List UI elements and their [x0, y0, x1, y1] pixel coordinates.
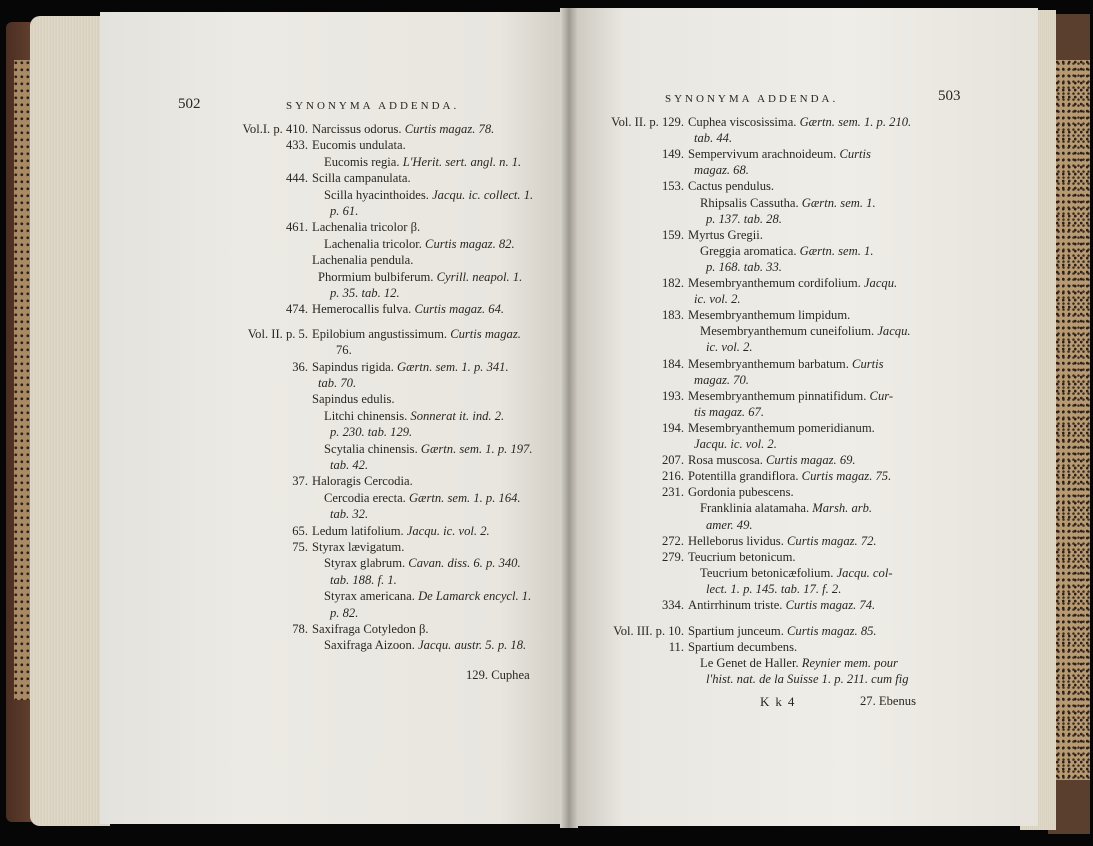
- text-line: [604, 276, 897, 291]
- page-reference: 207.: [661, 453, 684, 468]
- entry-name: Cuphea viscosissima.: [688, 115, 797, 129]
- text-line: [604, 179, 774, 194]
- text-line: [604, 501, 872, 516]
- page-reference: 474.: [285, 302, 308, 317]
- citation: De Lamarck encycl. 1.: [414, 589, 532, 604]
- left-catchword: 129. Cuphea: [466, 668, 530, 682]
- entry-name: Scilla campanulata.: [312, 171, 411, 186]
- entry-name: Styrax americana.: [324, 589, 415, 604]
- text-line: [604, 656, 898, 671]
- text-line: [604, 405, 764, 420]
- citation: Jacqu.: [860, 276, 898, 290]
- entry-name: Spartium decumbens.: [688, 640, 798, 655]
- text-line: [604, 582, 841, 597]
- citation: amer. 49.: [706, 517, 753, 532]
- right-marbled-edge: [1050, 60, 1090, 780]
- page-reference: 461.: [285, 220, 308, 235]
- entry-name: Epilobium angustissimum.: [312, 326, 448, 341]
- text-line: [232, 237, 515, 252]
- page-reference: 182.: [661, 276, 684, 290]
- page-reference: Vol.I. p. 410.: [242, 122, 308, 136]
- page-reference: 334.: [661, 598, 684, 612]
- text-line: [232, 638, 526, 653]
- citation: Curtis magaz. 75.: [798, 469, 892, 484]
- citation: p. 82.: [330, 605, 359, 620]
- text-line: [232, 122, 494, 137]
- citation: tab. 70.: [318, 376, 357, 390]
- citation: p. 137. tab. 28.: [706, 211, 782, 226]
- text-line: [604, 624, 877, 639]
- entry-name: Scytalia chinensis.: [324, 441, 418, 456]
- text-line: [232, 253, 413, 268]
- citation: Jacqu. ic. vol. 2.: [403, 523, 490, 538]
- entry-name: Antirrhinum triste.: [688, 598, 783, 612]
- entry-name: Phormium bulbiferum.: [318, 269, 434, 284]
- text-line: [604, 453, 856, 468]
- page-reference: 149.: [661, 147, 684, 162]
- right-running-head: SYNONYMA ADDENDA.: [665, 93, 839, 105]
- page-reference: 36.: [292, 359, 308, 374]
- text-line: [604, 244, 873, 259]
- citation: p. 61.: [330, 204, 359, 218]
- text-line: [604, 357, 884, 372]
- text-line: [232, 188, 533, 203]
- entry-name: Narcissus odorus.: [312, 122, 402, 136]
- citation: Cyrill. neapol. 1.: [433, 269, 523, 284]
- page-reference: 193.: [661, 388, 684, 403]
- text-line: [604, 260, 782, 275]
- text-line: [604, 340, 753, 355]
- left-running-head: SYNONYMA ADDENDA.: [286, 100, 460, 112]
- page-reference: 153.: [661, 179, 684, 194]
- citation: Curtis magaz. 82.: [421, 236, 515, 251]
- entry-name: Myrtus Gregii.: [688, 227, 763, 242]
- entry-name: Mesembryanthemum cordifolium.: [688, 276, 861, 290]
- text-line: [232, 376, 356, 391]
- citation: Jacqu. ic. collect. 1.: [428, 187, 534, 202]
- page-reference: 231.: [661, 485, 684, 500]
- gutter: [560, 8, 578, 828]
- entry-name: Ledum latifolium.: [312, 523, 404, 538]
- entry-name: Styrax lævigatum.: [312, 540, 405, 554]
- citation: ic. vol. 2.: [706, 340, 753, 355]
- citation: Jacqu.: [874, 324, 911, 339]
- citation: Cavan. diss. 6. p. 340.: [405, 556, 521, 571]
- entry-name: Cercodia erecta.: [324, 490, 406, 505]
- text-line: [604, 163, 749, 178]
- entry-name: Lachenalia pendula.: [312, 253, 414, 268]
- text-line: [232, 524, 490, 539]
- entry-name: Spartium junceum.: [688, 624, 784, 639]
- citation: Cur-: [866, 388, 894, 403]
- entry-name: Saxifraga Aizoon.: [324, 638, 415, 653]
- entry-name: Mesembryanthemum pinnatifidum.: [688, 388, 867, 403]
- text-line: [232, 458, 368, 473]
- text-line: [604, 131, 732, 146]
- entry-name: Teucrium betonicæfolium.: [700, 565, 834, 580]
- citation: Gærtn. sem. 1. p. 341.: [393, 359, 509, 374]
- citation: Curtis magaz. 85.: [783, 624, 877, 639]
- text-line: [232, 138, 406, 153]
- text-line: [232, 409, 504, 424]
- text-line: [232, 573, 397, 588]
- entry-name: Sempervivum arachnoideum.: [688, 147, 837, 162]
- text-line: [604, 373, 749, 388]
- citation: l'hist. nat. de la Suisse 1. p. 211. cum fig: [706, 672, 909, 687]
- text-line: [604, 228, 763, 243]
- text-line: [604, 534, 877, 549]
- text-line: [604, 389, 893, 404]
- page-reference: 433.: [285, 138, 308, 153]
- page-reference: 183.: [661, 308, 684, 323]
- signature-mark: Kk4: [760, 694, 801, 709]
- page-reference: 194.: [661, 420, 684, 435]
- text-line: [604, 469, 891, 484]
- page-reference: 75.: [292, 540, 308, 554]
- text-line: [232, 425, 412, 440]
- page-reference: 37.: [292, 474, 308, 489]
- text-line: [604, 147, 871, 162]
- text-line: [232, 171, 411, 186]
- citation: Gærtn. sem. 1. p. 210.: [796, 115, 912, 129]
- entry-name: Eucomis undulata.: [312, 138, 406, 153]
- entry-name: Mesembryanthemum pomeridianum.: [688, 420, 875, 435]
- entry-name: Styrax glabrum.: [324, 556, 406, 571]
- right-catchword: 27. Ebenus: [860, 694, 916, 708]
- citation: magaz. 68.: [694, 163, 749, 178]
- citation: tab. 32.: [330, 507, 369, 522]
- entry-name: Gordonia pubescens.: [688, 485, 794, 500]
- page-reference: 279.: [661, 549, 684, 564]
- page-reference: Vol. II. p. 5.: [247, 326, 308, 341]
- text-line: [232, 286, 400, 301]
- page-reference: 159.: [661, 227, 684, 242]
- left-page-block: [30, 16, 110, 826]
- citation: Curtis magaz. 78.: [401, 122, 495, 136]
- citation: Gærtn. sem. 1.: [798, 195, 876, 210]
- entry-name: Greggia aromatica.: [700, 243, 797, 258]
- citation: tab. 188. f. 1.: [330, 572, 397, 587]
- text-line: [604, 324, 911, 339]
- page-reference: 444.: [285, 171, 308, 186]
- text-line: [604, 421, 875, 436]
- text-line: [604, 485, 794, 500]
- right-page-number: 503: [938, 88, 961, 104]
- citation: Curtis magaz. 74.: [782, 598, 876, 612]
- text-line: [232, 327, 521, 342]
- page-reference: 11.: [668, 640, 684, 655]
- citation: magaz. 70.: [694, 372, 749, 387]
- citation: ic. vol. 2.: [694, 292, 741, 307]
- citation: Curtis magaz.: [447, 326, 521, 341]
- entry-name: Hemerocallis fulva.: [312, 302, 412, 317]
- citation: Jacqu. austr. 5. p. 18.: [414, 638, 527, 653]
- citation: Jacqu. col-: [833, 565, 893, 580]
- text-line: [604, 566, 893, 581]
- text-line: [232, 540, 404, 555]
- text-line: [604, 598, 875, 613]
- text-line: [604, 672, 909, 687]
- text-line: [232, 507, 368, 522]
- left-page-number: 502: [178, 96, 201, 112]
- entry-name: Potentilla grandiflora.: [688, 469, 799, 484]
- citation: tab. 44.: [694, 131, 733, 146]
- page-reference: 216.: [661, 469, 684, 484]
- entry-name: Mesembryanthemum barbatum.: [688, 356, 849, 371]
- citation: p. 230. tab. 129.: [330, 425, 413, 440]
- citation: Gærtn. sem. 1. p. 197.: [417, 441, 533, 456]
- citation: Marsh. arb.: [809, 501, 873, 516]
- citation: Gærtn. sem. 1.: [796, 243, 874, 258]
- entry-name: Teucrium betonicum.: [688, 549, 796, 564]
- citation: Curtis: [848, 356, 884, 371]
- page-reference: 272.: [661, 533, 684, 548]
- citation: tis magaz. 67.: [694, 404, 764, 419]
- entry-name: Scilla hyacinthoides.: [324, 187, 429, 202]
- page-reference: Vol. II. p. 129.: [611, 115, 684, 129]
- entry-name: Sapindus rigida.: [312, 359, 394, 374]
- text-line: [232, 204, 358, 219]
- text-line: [604, 640, 797, 655]
- entry-name: Litchi chinensis.: [324, 408, 408, 423]
- text-line: [232, 360, 509, 375]
- text-line: [232, 622, 429, 637]
- citation: Curtis: [836, 147, 871, 162]
- entry-name: Rosa muscosa.: [688, 453, 763, 468]
- text-line: [232, 491, 521, 506]
- text-line: [232, 442, 532, 457]
- page-reference: 184.: [661, 356, 684, 371]
- entry-name: Lachenalia tricolor.: [324, 236, 422, 251]
- entry-name: Mesembryanthemum limpidum.: [688, 308, 851, 323]
- entry-name: Haloragis Cercodia.: [312, 474, 413, 489]
- text-line: [232, 589, 531, 604]
- entry-name: Rhipsalis Cassutha.: [700, 195, 799, 210]
- entry-name: Franklinia alatamaha.: [700, 501, 810, 516]
- text-line: [604, 518, 753, 533]
- text-line: [604, 196, 876, 211]
- entry-name: Eucomis regia.: [324, 154, 400, 169]
- text-line: [232, 302, 504, 317]
- text-line: [604, 212, 782, 227]
- citation: Curtis magaz. 69.: [762, 453, 856, 468]
- text-line: [232, 270, 522, 285]
- entry-name: Cactus pendulus.: [688, 179, 775, 194]
- entry-name: Lachenalia tricolor β.: [312, 220, 421, 235]
- text-line: [232, 220, 420, 235]
- text-line: [232, 392, 395, 407]
- citation: Jacqu. ic. vol. 2.: [694, 437, 777, 451]
- text-line: [604, 308, 850, 323]
- entry-name: Saxifraga Cotyledon β.: [312, 622, 429, 636]
- citation: Curtis magaz. 64.: [411, 302, 505, 317]
- citation: Gærtn. sem. 1. p. 164.: [405, 490, 521, 505]
- citation: Sonnerat it. ind. 2.: [407, 408, 505, 423]
- text-line: [232, 556, 521, 571]
- citation: tab. 42.: [330, 458, 369, 472]
- text-line: [232, 343, 352, 358]
- entry-name: Le Genet de Haller.: [700, 656, 799, 671]
- page-reference: 78.: [292, 622, 308, 636]
- citation: L'Herit. sert. angl. n. 1.: [399, 154, 522, 169]
- text-line: [604, 437, 777, 452]
- text-line: [604, 115, 911, 130]
- entry-name: 76.: [336, 343, 352, 358]
- citation: lect. 1. p. 145. tab. 17. f. 2.: [706, 581, 842, 596]
- text-line: [232, 606, 358, 621]
- entry-name: Helleborus lividus.: [688, 533, 784, 548]
- text-line: [604, 292, 741, 307]
- citation: p. 35. tab. 12.: [330, 286, 400, 300]
- citation: p. 168. tab. 33.: [706, 259, 782, 274]
- citation: Reynier mem. pour: [798, 656, 898, 671]
- text-line: [604, 550, 796, 565]
- citation: Curtis magaz. 72.: [783, 533, 877, 548]
- text-line: [232, 155, 521, 170]
- entry-name: Mesembryanthemum cuneifolium.: [700, 324, 875, 339]
- text-line: [232, 474, 413, 489]
- entry-name: Sapindus edulis.: [312, 392, 395, 407]
- page-reference: 65.: [292, 523, 308, 538]
- page-reference: Vol. III. p. 10.: [613, 624, 684, 639]
